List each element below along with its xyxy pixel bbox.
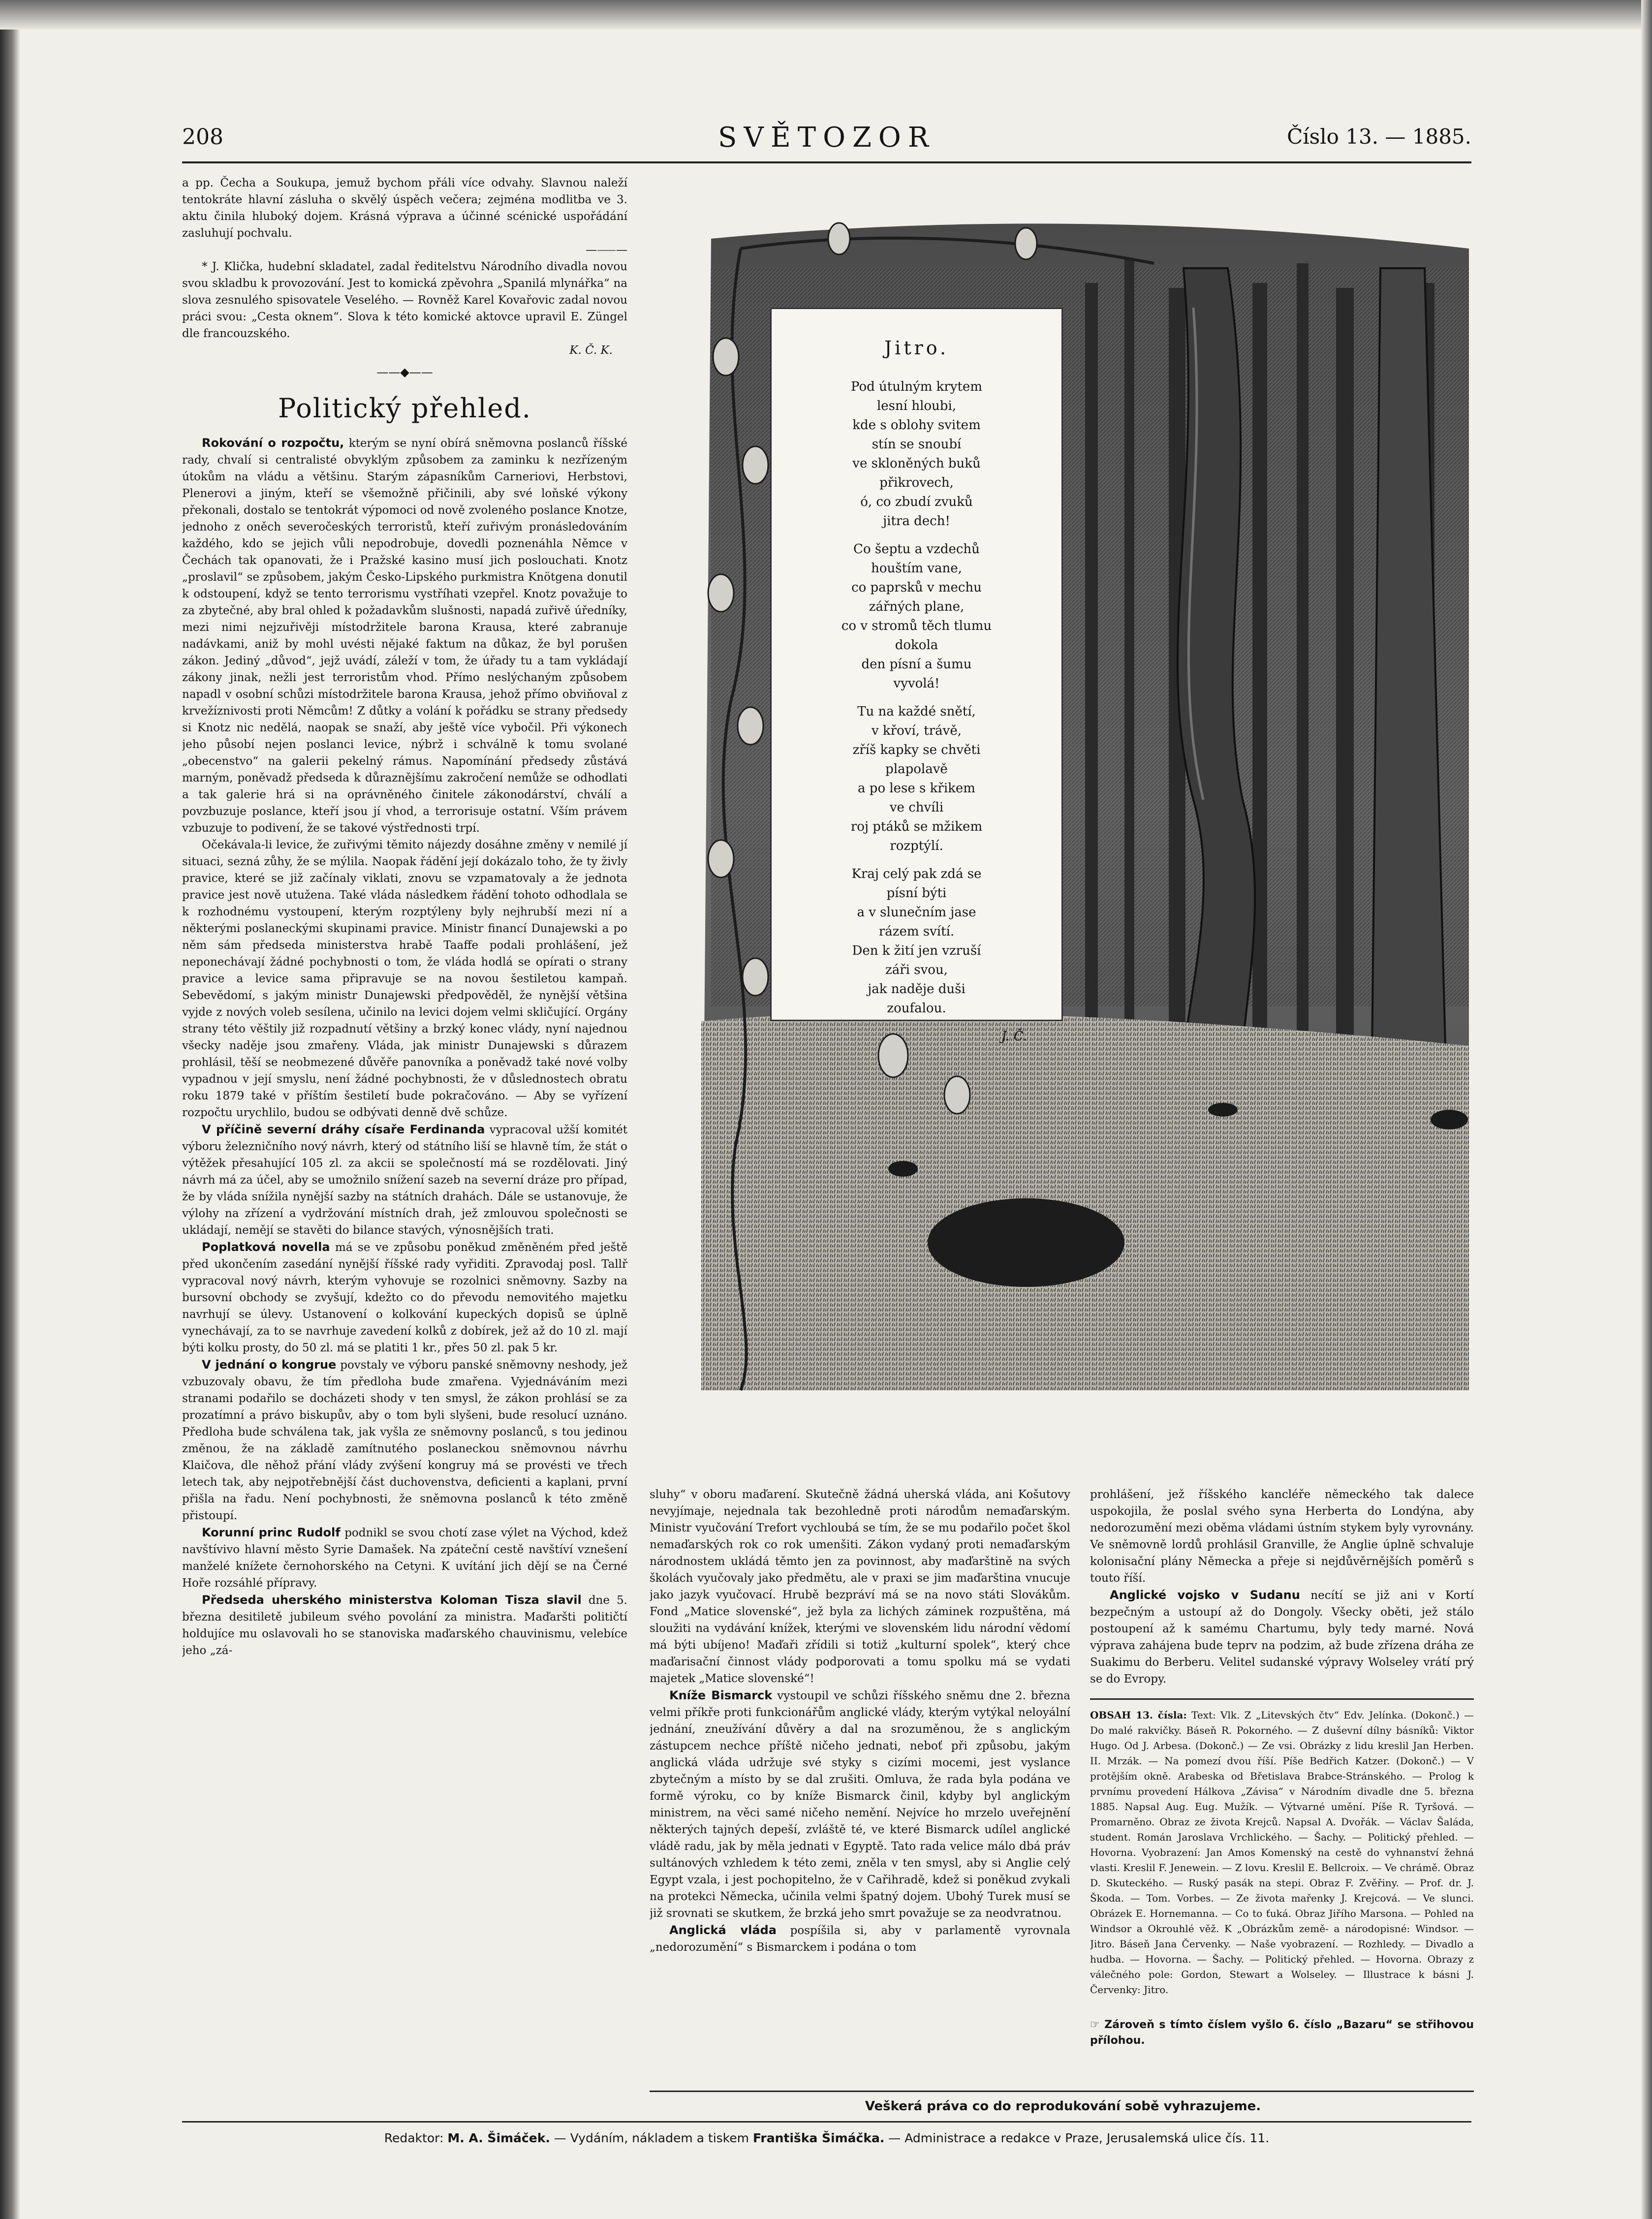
poem-line: co paprsků v mechu xyxy=(851,580,982,595)
paragraph-text: prohlášení, jež říšského kancléře německého tak dalece uspokojila, že poslal svého syna Herberta do Londýna, aby nedorozumění mezi oběma vládami ústním stykem byly vyrovnány. Ve sněmovně lordů prohlásil Granville, že Anglie úplně schvaluje kolonisační plány Německa a přeje si nejdůvěrnějších poměrů s touto říší. xyxy=(1090,1488,1474,1585)
paragraph-lead: Anglické vojsko v Sudanu xyxy=(1110,1588,1300,1602)
imprint-mid: — Vydáním, nákladem a tiskem xyxy=(550,2131,753,2145)
poem-stanzas xyxy=(786,377,1047,1018)
paragraph-text: povstaly ve výboru panské sněmovny neshody, jež vzbuzovaly obavu, že tím předloha bude zmařena. Vyjednáváním mezi stranami podařilo se docházeti shody v ten smysl, že zákon prohlásí se za prozatímní a právo biskupův, aby o tom byli slyšeni, bude resolucí uznáno. Předloha bude schválena tak, jak vyšla ze sněmovny poslanců, s tou jedinou změnou, že na základě zamítnutého poslaneckou sněmovnou návrhu Klaičova, dle něhož přání vlády zvýšení kongruy má se provésti ve třech letech tak, aby nejpotřebnější část duchovenstva, deficienti a kaplani, první přišla na řadu. Není pochybnosti, že sněmovna poslanců k této změně přistoupí. xyxy=(182,1359,627,1522)
masthead-title: SVĚTOZOR xyxy=(718,122,935,154)
forest-floor xyxy=(701,1013,1469,1390)
poem-line: v křoví, trávě, xyxy=(871,723,962,738)
imprint xyxy=(182,2126,1471,2151)
poem-line: den písní a šumu xyxy=(861,657,972,672)
poem-line: zoufalou. xyxy=(887,1001,946,1016)
contents-text: Text: Vlk. Z „Litevských čtv“ Edv. Jelínka. (Dokonč.) — Do malé rakvičky. Báseň R. Pokorného. — Z duševní dílny básníků: Viktor Hugo. Od J. Arbesa. (Dokonč.) — Ze vsi. Obrázky z lidu kreslil Jan Herben. II. Mrzák. — Na pomezí dvou říší. Píše Bedřich Katzer. (Dokonč.) — V protějším okně. Arabeska od Břetislava Brabce-Stránského. — Prolog k prvnímu provedení Hálkova „Závisa“ v Národním divadle dne 5. března 1885. Napsal Aug. Eug. Mužík. — Výtvarné umění. Píše R. Tyršová. — Promarněno. Obraz ze života Krejců. Napsal A. Dvořák. — Václav Šaláda, student. Román Jaroslava Vrchlického. — Šachy. — Politický přehled. — Hovorna. xyxy=(1090,1709,1474,1858)
page-edge-right xyxy=(1641,0,1652,2219)
paragraph xyxy=(1090,1587,1474,1688)
paragraph-text: Očekávala-li levice, že zuřivými těmito nájezdy dosáhne změny v nemilé jí situaci, sezná zůhy, že se mýlila. Naopak řádění její dokázalo toho, že ty živly pravice, které se již začínaly viklati, znovu se vzpamatovaly a že jednota pravice jest nově utužena. Také vláda následkem řádění tohoto odhodlala se k rozhodnému vystoupení, kterým rozptýleny byly nejhrubší mezi ní a některými poslaneckými skupinami pravice. Ministr financí Dunajewski a po něm sám předseda ministerstva hrabě Taaffe podali prohlášení, jež neponechávají žádné pochybnosti o tom, že vláda hodlá se opírati o strany pravice a levice sama připravuje se na novou šestiletou kampaň. Sebevědomí, s jakým ministr Dunajewski předpověděl, že nynější většina vyjde z nových voleb sesílena, učinilo na levici dojem velmi skličující. Orgány strany této věštily již rozpadnutí většiny a brzký konec vlády, nyní najednou všecky naděje jsou zmařeny. Vláda, jak ministr Dunajewski s důrazem prohlásil, těší se neobmezené důvěře panovníka a poněvadž také nové volby vypadnou v její smyslu, není žádné pochybnosti, že v důslednostech obratu roku 1879 také v příštím šestiletí bude pokračováno. — Aby se vyřízení rozpočtu urychlilo, budou se odbývati denně dvě schůze. xyxy=(182,839,627,1119)
publisher-name: Františka Šimáčka. xyxy=(752,2131,885,2145)
poem-signature: J. Č. xyxy=(1001,1029,1027,1044)
poem-line: jitra dech! xyxy=(883,514,950,529)
column-middle xyxy=(650,1486,1070,2092)
issue-number: Číslo 13. — 1885. xyxy=(1287,125,1471,149)
paragraph-text: necítí se již ani v Kortí bezpečným a ustoupí až do Dongoly. Všecky oběti, jež stálo postoupení až k samému Chartumu, byly tedy marné. Nová výprava zahájena bude teprv na podzim, až bude zřízena dráha ze Suakimu do Berberu. Velitel sudanské výpravy Wolseley vrátí prý se do Evropy. xyxy=(1090,1589,1474,1686)
rights-notice: Veškerá práva co do reprodukování sobě vyhrazujeme. xyxy=(865,2099,1261,2114)
illustrations-text: Vyobrazení: Jan Amos Komenský na cestě do vyhnanství žehná vlasti. Kreslil F. Jenewein. — Z lovu. Kreslil E. Bellcroix. — Ve chrámě. Obraz D. Skuteckého. — Ruský pasák na stepi. Obraz F. Zvěřiny. — Prof. dr. J. Škoda. — Tom. Vorbes. — Ze života mařenky J. Krejcová. — Ve slunci. Obrázek E. Hornemanna. — Co to ťuká. Obraz Jiřího Marsona. — Pohled na Windsor a Okrouhlé věž. K „Obrázkům země- a národopisné: Windsor. — Jitro. Báseň Jana Červenky. — Naše vyobrazení. — Rozhledy. — Divadlo a hudba. — Hovorna. — Šachy. — Politický přehled. — Hovorna. Obrazy z válečného pole: Gordon, Stewart a Wolseley. — Illustrace k básni J. Červenky: Jitro. xyxy=(1090,1846,1474,1996)
political-review-body xyxy=(182,435,627,1659)
paragraph xyxy=(182,1592,627,1659)
poem-line: a v slunečním jase xyxy=(857,905,976,920)
poem-line: lesní hloubi, xyxy=(876,399,957,413)
paragraph xyxy=(182,1121,627,1239)
imprint-end: — Administrace a redakce v Praze, Jerusalemská ulice čís. 11. xyxy=(884,2131,1270,2145)
section-heading: Politický přehled. xyxy=(278,393,531,424)
poem-line: rázem svítí. xyxy=(878,924,955,939)
paragraph-lead: Poplatková novella xyxy=(202,1240,330,1254)
footer-rule-top xyxy=(650,2091,1474,2092)
paragraph-lead: Anglická vláda xyxy=(669,1923,777,1937)
paragraph-lead: V jednání o kongrue xyxy=(202,1358,337,1372)
contents-rule xyxy=(1090,1698,1474,1700)
poem-line: houštím vane, xyxy=(871,561,962,576)
illustration-forest xyxy=(682,209,1479,1410)
poem-line: ve skloněných buků xyxy=(852,456,981,471)
theatre-note-1: a pp. Čecha a Soukupa, jemuž bychom přáli více odvahy. Slavnou naleží tentokráte hlavní zásluha o skvělý úspěch večera; zejména modlitba ve 3. aktu činila hluboký dojem. Krásná výprava a účinné scénické uspořádání zasluhují pochvalu. xyxy=(182,177,627,240)
poem-line: stín se snoubí xyxy=(872,437,962,452)
column-right xyxy=(1090,1486,1474,2116)
issue-contents xyxy=(1090,1708,1474,1998)
theatre-note-2: * J. Klička, hudební skladatel, zadal ředitelstvu Národního divadla novou svou skladbu k provozování. Jest to komická zpěvohra „Spanilá mlynářka“ na slova zesnulého spisovatele Veselého. — Rovněž Karel Kovařovic zadal novou práci svou: „Cesta oknem“. Slova k této komické aktovce upravil E. Züngel dle francouzského. xyxy=(182,260,627,340)
poem-line: zářných plane, xyxy=(869,599,965,614)
paragraph-text: dne 5. března desitiletě jubileum svého povolání za ministra. Maďaršti političtí holdujíce mu oslavovali ho se stanoviska maďarského chauvinismu, velebíce jeho „zá- xyxy=(182,1594,627,1657)
paragraph xyxy=(182,1524,627,1592)
poem-line: plapolavě xyxy=(885,762,948,777)
paragraph-text: vystoupil ve schůzi říšského sněmu dne 2. března velmi příkře proti funkcionářům anglické vlády, kterým vytýkal neloyální jednání, zneužívání důvěry a dal na srozuměnou, že s anglickým zástupcem nechce příště ničeho jednati, neboť při způsobu, jakým anglická vláda udržuje své styky s cizími mocemi, jest vyslance zbytečným a místo by se dal zrušiti. Omluva, že rada byla podána ve formě výroku, co by kníže Bismarck činil, kdyby byl anglickým ministrem, na věci samé ničeho nemění. Nejvíce ho mrzelo uveřejnění některých tajných depeší, zvláště té, ve které Bismarck udílel anglické vládě radu, jak by měla jednati v Egyptě. Tato rada velice málo dbá práv sultánových vzhledem k této zemi, zněla v ten smysl, aby si Anglie celý Egypt vzala, i jest pochopitelno, že v Cařihradě, kdež si poněkud zvykali na protekci Německa, učinila velmi špatný dojem. Ubohý Turek musí se již srovnati se skutkem, že brzká jeho smrt považuje se za neodvratnou. xyxy=(650,1689,1070,1920)
header-rule xyxy=(182,161,1471,163)
poem-stanza xyxy=(786,702,1047,856)
paragraph-lead: Kníže Bismarck xyxy=(669,1688,773,1702)
paragraph xyxy=(650,1486,1070,1687)
poem-line: dokola xyxy=(895,638,938,653)
imprint-prefix: Redaktor: xyxy=(384,2131,448,2145)
poem-panel xyxy=(770,308,1063,1044)
paragraph-lead: Předseda uherského ministerstva Koloman Tisza slavil xyxy=(202,1593,582,1607)
page-number: 208 xyxy=(182,125,223,150)
page-edge-top xyxy=(0,0,1652,30)
poem-line: přikrovech, xyxy=(879,475,954,490)
poem-line: jak naděje duši xyxy=(868,982,966,997)
paragraph-text: má se ve způsobu poněkud změněném před ještě před ukončením zasedání nynější říšské rady vyřiditi. Zpravodaj posl. Tallř vypracoval nový návrh, kterým vyhovuje se rozolnici sněmovny. Sazby na bursovní obchody se zvyšují, kdežto co do převodu nemovitého majetku navrhují se úlevy. Ustanovení o kolkování kupeckých dopisů se úplně vynechávají, za to se navrhuje zavedení kolků z dobírek, jež až do 10 zl. mají býti kolku prosty, do 50 zl. má se platiti 1 kr., přes 50 zl. pak 5 kr. xyxy=(182,1241,627,1354)
paragraph xyxy=(650,1922,1070,1956)
paragraph-text: sluhy“ v oboru maďarení. Skutečně žádná uherská vláda, ani Košutovy nevyjímaje, nejednala tak bezohledně proti národům nemaďarským. Ministr vyučování Trefort vychloubá se tím, že se mu podařilo počet škol nemaďarských rok co rok umenšiti. Zákon vydaný proti nemaďarským národnostem ukládá těmto jen za povinnost, aby maďarštině na svých školách vyučovaly jako předmětu, ale v praxi se jim maďarština vnucuje jako jazyk vyučovací. Hrubě bezpráví má se na novo státi Slovákům. Fond „Matice slovenské“, jež byla za lichých záminek rozpuštěna, má sloužiti na vydávání knížek, kterými ve slovenském lidu národní vědomí má býti ubíjeno! Maďaři zřídili si totiž „kulturní spolek“, který chce maďarisační činnost vlády podporovati a tomu spolku má se vydati majetek „Matice slovenské“! xyxy=(650,1488,1070,1685)
poem-stanza xyxy=(786,865,1047,1018)
poem-line: Co šeptu a vzdechů xyxy=(853,542,980,557)
paragraph-text: kterým se nyní obírá sněmovna poslanců říšské rady, chvalí si centralisté obvyklým způsobem za zaminku k nezřízeným útokům na vládu a většinu. Starým zápasníkům Carneriovi, Herbstovi, Plenerovi a jiným, kteří se všemožně přičinili, aby své loňské výkony překonali, dostalo se tentokrát výpomoci od nově zvoleného poslance Knotze, jednoho z oněch severočeských terroristů, kteří zuřivým pronásledováním každého, kdo se jejich vůli nepodrobuje, dovedli poznenáhla Němce v Čechách tak opanovati, že i Pražské kasino musí jich poslouchati. Knotz „proslavil“ se způsobem, jakým Česko-Lipského purkmistra Knötgena donutil k odstoupení, když se tento terrorismu vystříhati vzepřel. Knotz považuje to za zbytečné, aby bral ohled k požadavkům slušnosti, napadá zuřivě úředníky, mezi nimi nejzuřivěji místodržitele barona Krausa, které zabranuje nadávkami, aniž by mohl uvésti nějaké faktum na důkaz, že byl porušen zákon. Jediný „důvod“, jejž uvádí, záleží v tom, že úřady tu a tam vykládají zákony jinak, nežli jest terroristům vhod. Přímo neslýchaným způsobem napadl v osobní schůzi místodržitele barona Krausa, jehož přímo obviňoval z krvežíznivosti proti Němcům! Z důtky a volání k pořádku se strany předsedy si Knotz nic nedělá, naopak se snaží, aby ještě více vybočil. Při výkonech jeho působí nejen poslanci levice, nýbrž i schválně k tomu svolané „obecenstvo“ na galerii pekelný rámus. Napomínání předsedy zůstává marným, poněvadž předseda k důraznějšímu zakročení nemůže se odhodlati a tak galerie hrá si na oprávněného činitele zákonodárství, chválí a povzbuzuje poslance, kteří jsou jí vhod, a terrorisuje ostatní. Vším právem vzbuzuje to podivení, že se takové výstřednosti trpí. xyxy=(182,437,627,835)
poem-line: kde s oblohy svitem xyxy=(852,418,981,433)
paragraph-text: podnikl se svou chotí zase výlet na Východ, kdež navštívivo hlavní město Syrie Damašek. Na zpáteční cestě navštíví vznešení manželé knížete černohorského na Cetyni. K uvítání jich dějí se na Černé Hoře rozsáhlé přípravy. xyxy=(182,1527,627,1590)
footer-rule xyxy=(182,2121,1471,2123)
poem-line: Pod útulným krytem xyxy=(851,379,982,394)
poem-line: a po lese s křikem xyxy=(858,781,975,796)
poem-line: zříš kapky se chvěti xyxy=(852,743,981,757)
column-left xyxy=(182,175,627,2094)
paragraph xyxy=(182,1239,627,1356)
poem-line: Tu na každé snětí, xyxy=(857,704,976,719)
poem-line: roj ptáků se mžikem xyxy=(850,819,983,834)
poem-line: písní býti xyxy=(886,886,947,901)
poem-line: ó, co zbudí zvuků xyxy=(860,495,973,509)
page-header xyxy=(182,116,1471,160)
poem-line: Kraj celý pak zdá se xyxy=(851,867,982,881)
author-signature: K. Č. K. xyxy=(569,344,613,357)
poem-line: ve chvíli xyxy=(889,800,944,815)
paragraph-text: pospíšila si, aby v parlamentě vyrovnala „nedorozumění“ s Bismarckem i podána o tom xyxy=(650,1924,1070,1954)
middle-column-body xyxy=(650,1486,1070,1956)
separator-dash: —⸺— xyxy=(586,244,627,256)
paragraph-lead: V příčině severní dráhy císaře Ferdinanda xyxy=(202,1123,485,1136)
poem-line: záři svou, xyxy=(885,963,948,977)
poem-stanza xyxy=(786,377,1047,531)
dark-hollow xyxy=(928,1198,1124,1287)
paragraph xyxy=(182,1356,627,1524)
paragraph xyxy=(650,1687,1070,1922)
poem-stanza xyxy=(786,540,1047,693)
poem-title: Jitro. xyxy=(884,337,949,359)
paragraph xyxy=(182,837,627,1121)
editor-name: M. A. Šimáček. xyxy=(447,2131,550,2145)
paragraph-lead: Rokování o rozpočtu, xyxy=(202,436,344,450)
paragraph xyxy=(1090,1486,1474,1587)
page-edge-left xyxy=(0,0,20,2219)
poem-line: co v stromů těch tlumu xyxy=(841,619,992,633)
poem-line: Den k žití jen vzruší xyxy=(852,943,981,958)
paragraph xyxy=(182,435,627,837)
poem-line: vyvolá! xyxy=(893,676,940,691)
paragraph-lead: Korunní princ Rudolf xyxy=(202,1526,341,1539)
contents-label: OBSAH 13. čísla: xyxy=(1090,1709,1187,1721)
bazar-announcement: ☞ Zároveň s tímto číslem vyšlo 6. číslo „Bazaru“ se střihovou přílohou. xyxy=(1090,2019,1474,2047)
right-column-body xyxy=(1090,1486,1474,1688)
ornament-divider: ——◆—— xyxy=(376,365,433,379)
poem-line: rozptýlí. xyxy=(890,839,943,853)
paragraph-text: vypracoval užší komitét výboru železničního nový návrh, který od státního liší se hlavně tím, že stát o výtěžek přesahující 105 zl. za akcii se společností má se rozdělovati. Jiný návrh má za účel, aby se umožnilo snížení sazeb na severní dráze pro případ, že by vláda snížila nynější sazby na státních drahách. Dále se ustanovuje, že výlohy na zřízení a vydržování místních drah, jež zmlouvou společnosti se ukládají, nemějí se stavěti do bilance stavých, výnosnějších trati. xyxy=(182,1124,627,1237)
